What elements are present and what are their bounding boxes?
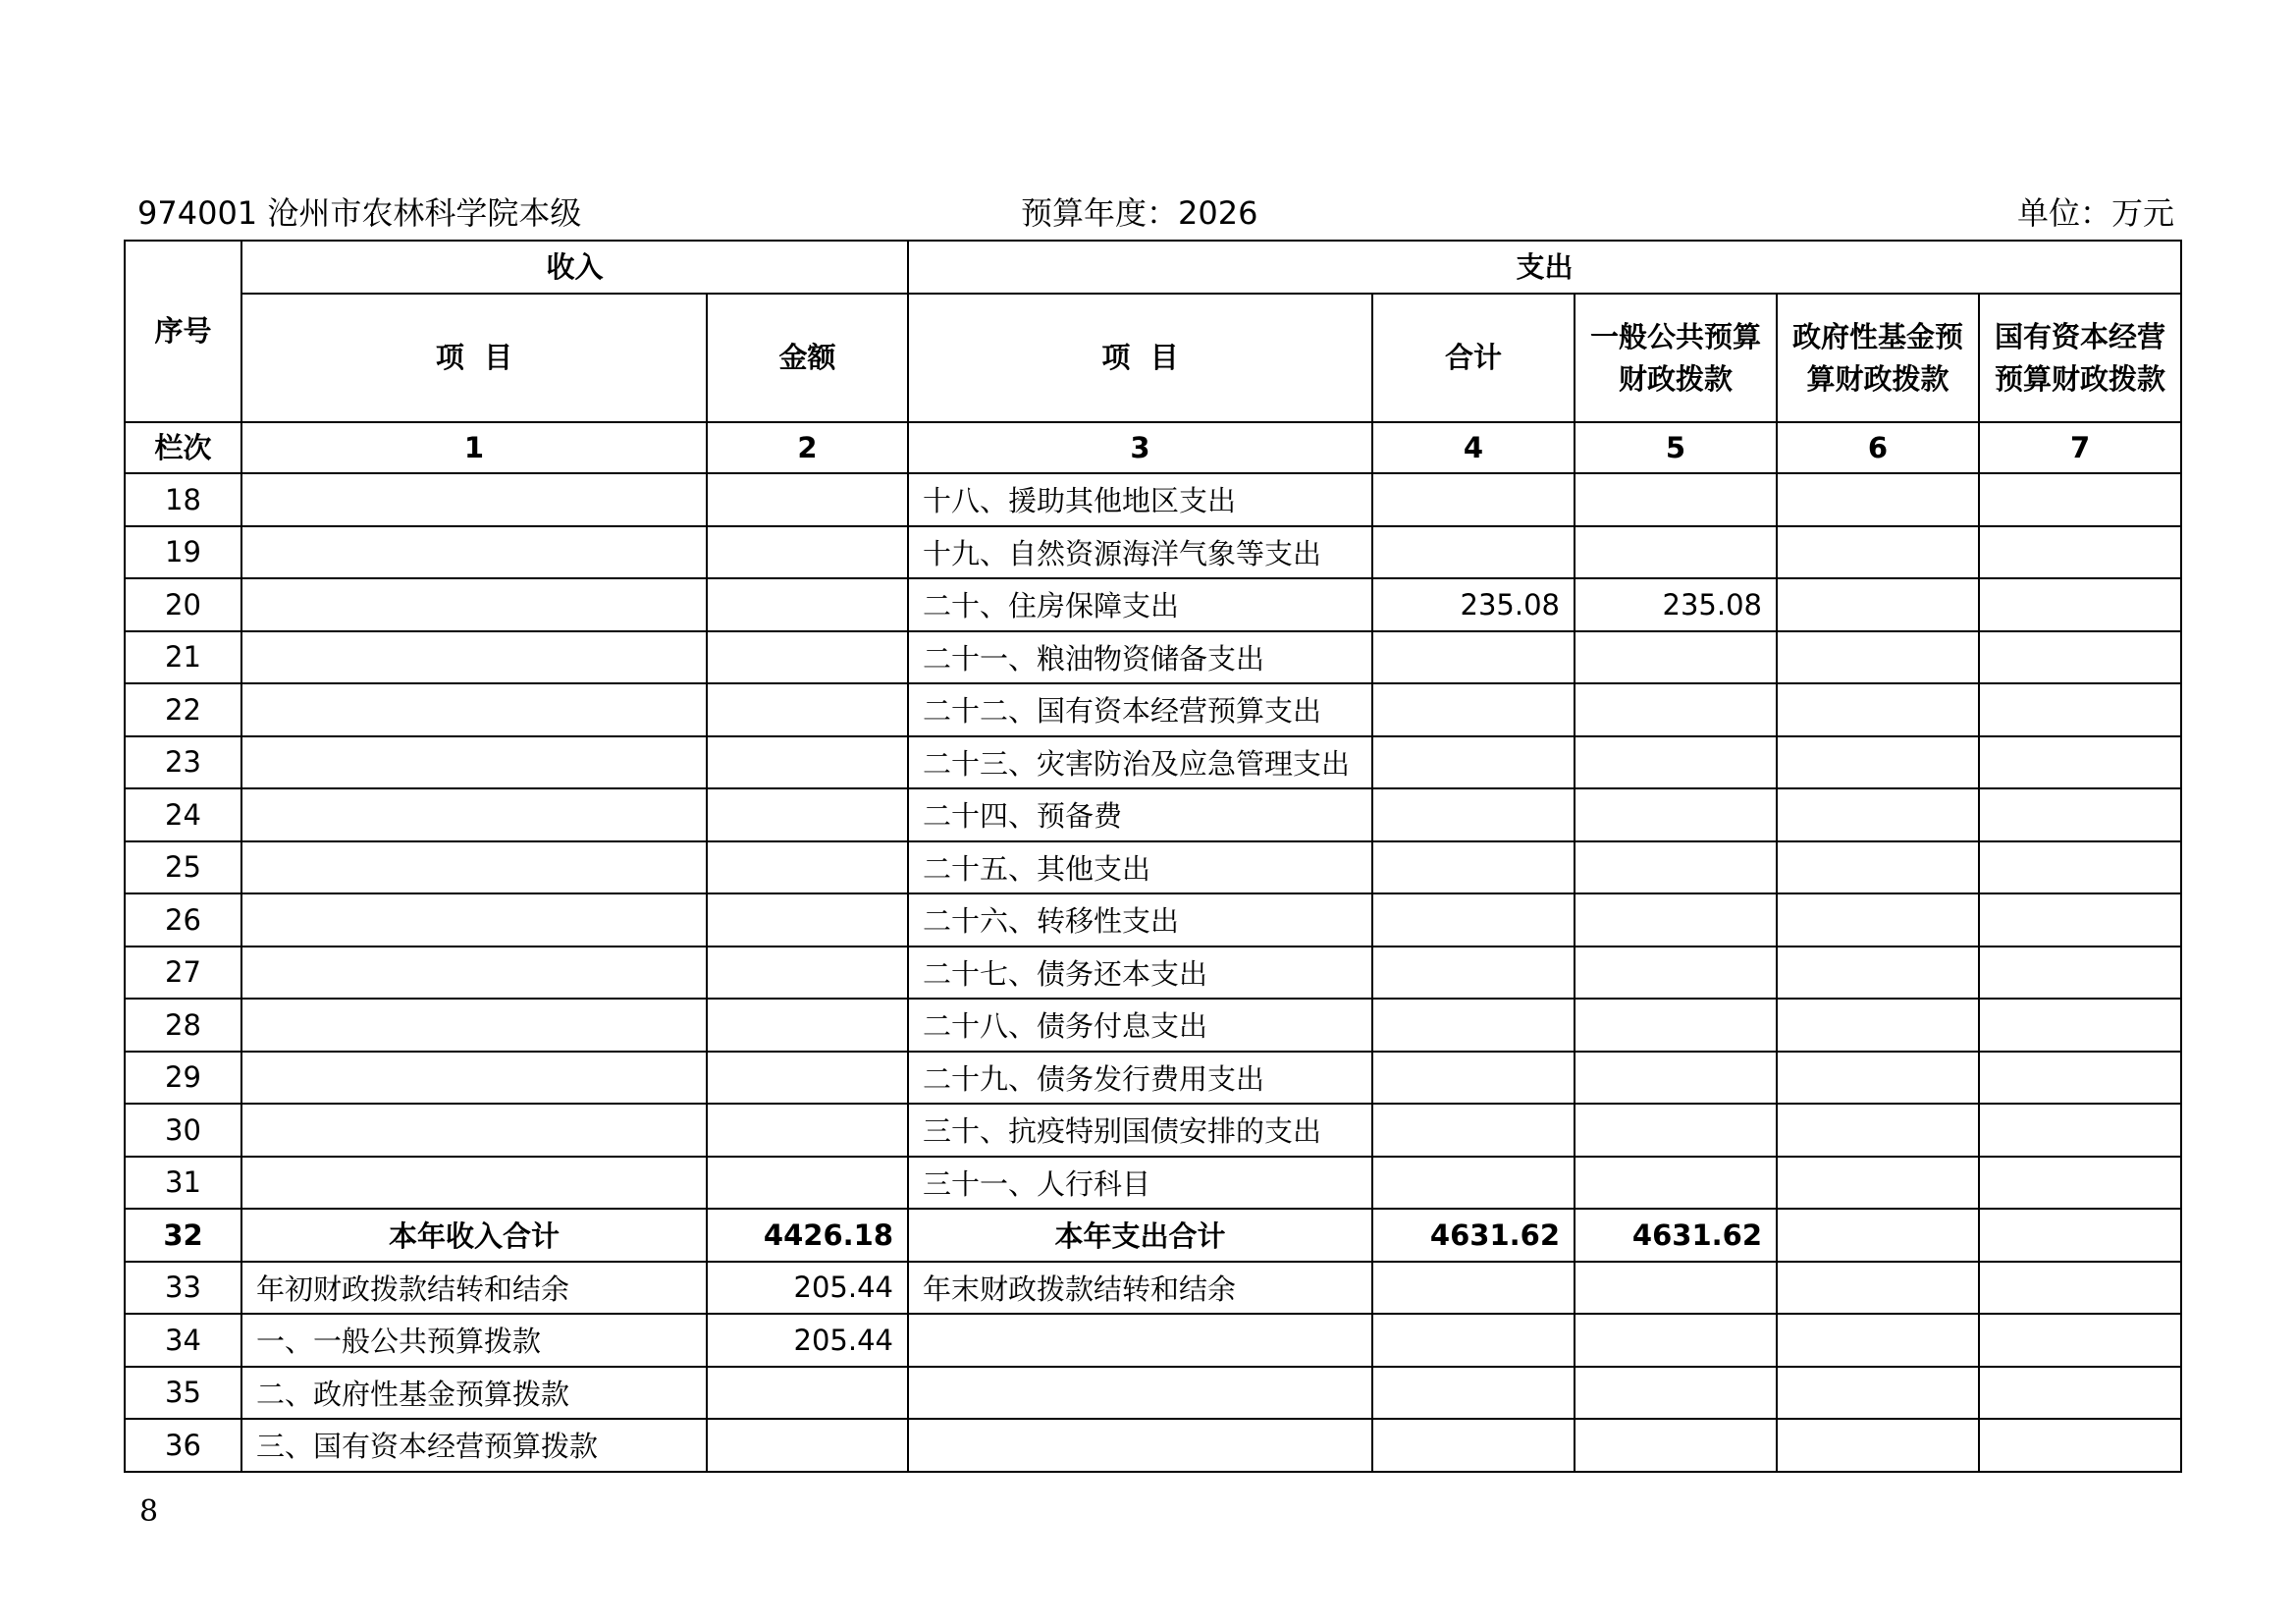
- cell-expense-state: [1979, 893, 2181, 947]
- table-row: [125, 999, 2181, 1052]
- cell-expense-fund: [1777, 1052, 1979, 1105]
- cell-income-item: [241, 1104, 707, 1157]
- cell-seq: 34: [125, 1314, 241, 1367]
- cell-expense-fund: [1777, 947, 1979, 1000]
- table-row: [125, 736, 2181, 789]
- cell-expense-fund: [1777, 788, 1979, 841]
- cell-expense-item: 二十五、其他支出: [908, 841, 1372, 894]
- header-row-columns: [125, 294, 2181, 422]
- cell-income-item: 一、一般公共预算拨款: [241, 1314, 707, 1367]
- cell-income-amount: [707, 1104, 908, 1157]
- cell-expense-state: [1979, 841, 2181, 894]
- cell-income-amount: [707, 631, 908, 684]
- cell-expense-fund: [1777, 1419, 1979, 1472]
- column-index-7: 7: [1979, 422, 2181, 473]
- cell-expense-fund: [1777, 1314, 1979, 1367]
- cell-seq: 21: [125, 631, 241, 684]
- cell-income-item: [241, 893, 707, 947]
- cell-expense-fund: [1777, 1367, 1979, 1420]
- cell-seq: 31: [125, 1157, 241, 1210]
- table-row: [125, 1052, 2181, 1105]
- cell-expense-state: [1979, 1314, 2181, 1367]
- cell-income-amount: 205.44: [707, 1262, 908, 1315]
- cell-expense-general: [1575, 1314, 1777, 1367]
- cell-expense-general: [1575, 1419, 1777, 1472]
- cell-income-amount: [707, 788, 908, 841]
- cell-expense-fund: [1777, 841, 1979, 894]
- cell-income-amount: [707, 473, 908, 526]
- table-row: [125, 1157, 2181, 1210]
- cell-expense-state: [1979, 1157, 2181, 1210]
- cell-seq: 33: [125, 1262, 241, 1315]
- cell-expense-state: [1979, 999, 2181, 1052]
- cell-expense-state: [1979, 473, 2181, 526]
- cell-income-item: [241, 841, 707, 894]
- cell-expense-fund: [1777, 893, 1979, 947]
- cell-expense-fund: [1777, 999, 1979, 1052]
- cell-seq: 23: [125, 736, 241, 789]
- page-header: [137, 185, 2174, 240]
- table-row: [125, 947, 2181, 1000]
- cell-income-amount: [707, 999, 908, 1052]
- cell-expense-total: [1372, 788, 1575, 841]
- cell-expense-total: 4631.62: [1372, 1209, 1575, 1262]
- cell-expense-general: [1575, 947, 1777, 1000]
- cell-expense-total: [1372, 841, 1575, 894]
- cell-income-item: [241, 683, 707, 736]
- cell-expense-general: [1575, 1262, 1777, 1315]
- cell-expense-item: [908, 1367, 1372, 1420]
- cell-expense-total: [1372, 1157, 1575, 1210]
- cell-expense-general: [1575, 1367, 1777, 1420]
- cell-expense-item: 二十二、国有资本经营预算支出: [908, 683, 1372, 736]
- cell-income-item: 二、政府性基金预算拨款: [241, 1367, 707, 1420]
- cell-expense-fund: [1777, 736, 1979, 789]
- cell-income-amount: [707, 1367, 908, 1420]
- cell-seq: 18: [125, 473, 241, 526]
- expense-item-header: 项 目: [908, 294, 1372, 422]
- cell-income-item: [241, 526, 707, 579]
- cell-expense-total: [1372, 1104, 1575, 1157]
- header-row-groups: [125, 241, 2181, 294]
- cell-expense-total: [1372, 1052, 1575, 1105]
- cell-expense-state: [1979, 1419, 2181, 1472]
- cell-seq: 19: [125, 526, 241, 579]
- cell-expense-item: 二十九、债务发行费用支出: [908, 1052, 1372, 1105]
- income-amount-header: 金额: [707, 294, 908, 422]
- table-row: [125, 1262, 2181, 1315]
- cell-seq: 29: [125, 1052, 241, 1105]
- cell-expense-total: [1372, 1262, 1575, 1315]
- cell-income-item: [241, 473, 707, 526]
- expense-fund-header: 政府性基金预算财政拨款: [1777, 294, 1979, 422]
- cell-expense-state: [1979, 1052, 2181, 1105]
- cell-expense-total: [1372, 631, 1575, 684]
- column-index-6: 6: [1777, 422, 1979, 473]
- cell-expense-fund: [1777, 1209, 1979, 1262]
- cell-income-amount: 4426.18: [707, 1209, 908, 1262]
- cell-income-amount: [707, 1052, 908, 1105]
- cell-expense-total: [1372, 947, 1575, 1000]
- expense-state-header: 国有资本经营预算财政拨款: [1979, 294, 2181, 422]
- cell-income-item: [241, 1052, 707, 1105]
- cell-expense-item: [908, 1419, 1372, 1472]
- cell-income-amount: [707, 683, 908, 736]
- table-row: [125, 526, 2181, 579]
- cell-expense-general: [1575, 631, 1777, 684]
- cell-expense-general: 235.08: [1575, 578, 1777, 631]
- table-row: [125, 578, 2181, 631]
- cell-expense-total: [1372, 473, 1575, 526]
- cell-expense-fund: [1777, 631, 1979, 684]
- cell-expense-fund: [1777, 578, 1979, 631]
- cell-expense-item: 二十三、灾害防治及应急管理支出: [908, 736, 1372, 789]
- cell-expense-fund: [1777, 1262, 1979, 1315]
- table-row: [125, 473, 2181, 526]
- cell-expense-general: 4631.62: [1575, 1209, 1777, 1262]
- unit-name: 974001 沧州市农林科学院本级: [137, 194, 582, 232]
- cell-expense-total: [1372, 1314, 1575, 1367]
- table-row: [125, 893, 2181, 947]
- cell-expense-fund: [1777, 526, 1979, 579]
- cell-expense-state: [1979, 631, 2181, 684]
- column-index-3: 3: [908, 422, 1372, 473]
- total-row: [125, 1209, 2181, 1262]
- cell-expense-item: 二十七、债务还本支出: [908, 947, 1372, 1000]
- cell-expense-state: [1979, 788, 2181, 841]
- cell-expense-item: [908, 1314, 1372, 1367]
- cell-income-item: [241, 999, 707, 1052]
- cell-expense-general: [1575, 736, 1777, 789]
- cell-income-amount: [707, 1419, 908, 1472]
- cell-income-amount: [707, 578, 908, 631]
- cell-expense-state: [1979, 947, 2181, 1000]
- cell-income-item: [241, 578, 707, 631]
- cell-income-amount: [707, 841, 908, 894]
- cell-expense-state: [1979, 526, 2181, 579]
- cell-expense-general: [1575, 841, 1777, 894]
- cell-expense-general: [1575, 526, 1777, 579]
- cell-expense-total: 235.08: [1372, 578, 1575, 631]
- cell-income-item: [241, 947, 707, 1000]
- cell-seq: 20: [125, 578, 241, 631]
- cell-expense-item: 二十四、预备费: [908, 788, 1372, 841]
- column-index-5: 5: [1575, 422, 1777, 473]
- cell-expense-total: [1372, 1419, 1575, 1472]
- cell-expense-general: [1575, 788, 1777, 841]
- table-row: [125, 1104, 2181, 1157]
- cell-expense-general: [1575, 999, 1777, 1052]
- table-row: [125, 841, 2181, 894]
- cell-expense-item: 本年支出合计: [908, 1209, 1372, 1262]
- cell-expense-item: 二十、住房保障支出: [908, 578, 1372, 631]
- expense-total-header: 合计: [1372, 294, 1575, 422]
- cell-expense-item: 二十一、粮油物资储备支出: [908, 631, 1372, 684]
- cell-income-item: 本年收入合计: [241, 1209, 707, 1262]
- cell-expense-general: [1575, 683, 1777, 736]
- expense-general-header: 一般公共预算财政拨款: [1575, 294, 1777, 422]
- page-number: 8: [139, 1494, 159, 1529]
- cell-expense-state: [1979, 683, 2181, 736]
- cell-seq: 25: [125, 841, 241, 894]
- cell-income-amount: [707, 947, 908, 1000]
- cell-income-item: 三、国有资本经营预算拨款: [241, 1419, 707, 1472]
- expense-group-header: 支出: [908, 241, 2181, 294]
- cell-income-amount: [707, 893, 908, 947]
- column-index-label: 栏次: [125, 422, 241, 473]
- cell-expense-fund: [1777, 1157, 1979, 1210]
- table-row: [125, 683, 2181, 736]
- column-index-row: [125, 422, 2181, 473]
- unit-label: 单位：万元: [2016, 194, 2174, 232]
- cell-expense-item: 二十八、债务付息支出: [908, 999, 1372, 1052]
- table-row: [125, 631, 2181, 684]
- cell-seq: 24: [125, 788, 241, 841]
- budget-table: [124, 240, 2182, 1473]
- column-index-1: 1: [241, 422, 707, 473]
- cell-seq: 36: [125, 1419, 241, 1472]
- cell-expense-item: 二十六、转移性支出: [908, 893, 1372, 947]
- cell-income-amount: 205.44: [707, 1314, 908, 1367]
- col-seq-header: 序号: [125, 241, 241, 422]
- cell-expense-total: [1372, 736, 1575, 789]
- cell-expense-item: 年末财政拨款结转和结余: [908, 1262, 1372, 1315]
- cell-seq: 35: [125, 1367, 241, 1420]
- budget-year: 预算年度：2026: [1021, 194, 1258, 232]
- table-body: [125, 473, 2181, 1472]
- cell-expense-state: [1979, 1209, 2181, 1262]
- cell-seq: 22: [125, 683, 241, 736]
- cell-expense-general: [1575, 1104, 1777, 1157]
- cell-expense-total: [1372, 683, 1575, 736]
- cell-expense-item: 三十、抗疫特别国债安排的支出: [908, 1104, 1372, 1157]
- cell-income-item: [241, 788, 707, 841]
- cell-expense-total: [1372, 526, 1575, 579]
- table-row: [125, 1314, 2181, 1367]
- cell-expense-total: [1372, 893, 1575, 947]
- income-group-header: 收入: [241, 241, 908, 294]
- cell-income-item: [241, 1157, 707, 1210]
- column-index-4: 4: [1372, 422, 1575, 473]
- cell-expense-total: [1372, 1367, 1575, 1420]
- table-row: [125, 788, 2181, 841]
- cell-seq: 27: [125, 947, 241, 1000]
- cell-expense-general: [1575, 1052, 1777, 1105]
- cell-expense-general: [1575, 473, 1777, 526]
- cell-income-amount: [707, 1157, 908, 1210]
- cell-income-amount: [707, 526, 908, 579]
- cell-expense-state: [1979, 578, 2181, 631]
- cell-expense-total: [1372, 999, 1575, 1052]
- cell-expense-fund: [1777, 1104, 1979, 1157]
- cell-expense-state: [1979, 1367, 2181, 1420]
- income-item-header: 项 目: [241, 294, 707, 422]
- cell-income-amount: [707, 736, 908, 789]
- cell-expense-general: [1575, 893, 1777, 947]
- cell-seq: 26: [125, 893, 241, 947]
- cell-expense-state: [1979, 1262, 2181, 1315]
- cell-expense-item: 三十一、人行科目: [908, 1157, 1372, 1210]
- cell-expense-fund: [1777, 683, 1979, 736]
- cell-expense-state: [1979, 736, 2181, 789]
- cell-expense-fund: [1777, 473, 1979, 526]
- cell-expense-item: 十九、自然资源海洋气象等支出: [908, 526, 1372, 579]
- cell-income-item: [241, 631, 707, 684]
- cell-expense-state: [1979, 1104, 2181, 1157]
- cell-income-item: 年初财政拨款结转和结余: [241, 1262, 707, 1315]
- column-index-2: 2: [707, 422, 908, 473]
- cell-seq: 30: [125, 1104, 241, 1157]
- cell-seq: 28: [125, 999, 241, 1052]
- table-row: [125, 1419, 2181, 1472]
- cell-seq: 32: [125, 1209, 241, 1262]
- cell-income-item: [241, 736, 707, 789]
- cell-expense-item: 十八、援助其他地区支出: [908, 473, 1372, 526]
- cell-expense-general: [1575, 1157, 1777, 1210]
- table-row: [125, 1367, 2181, 1420]
